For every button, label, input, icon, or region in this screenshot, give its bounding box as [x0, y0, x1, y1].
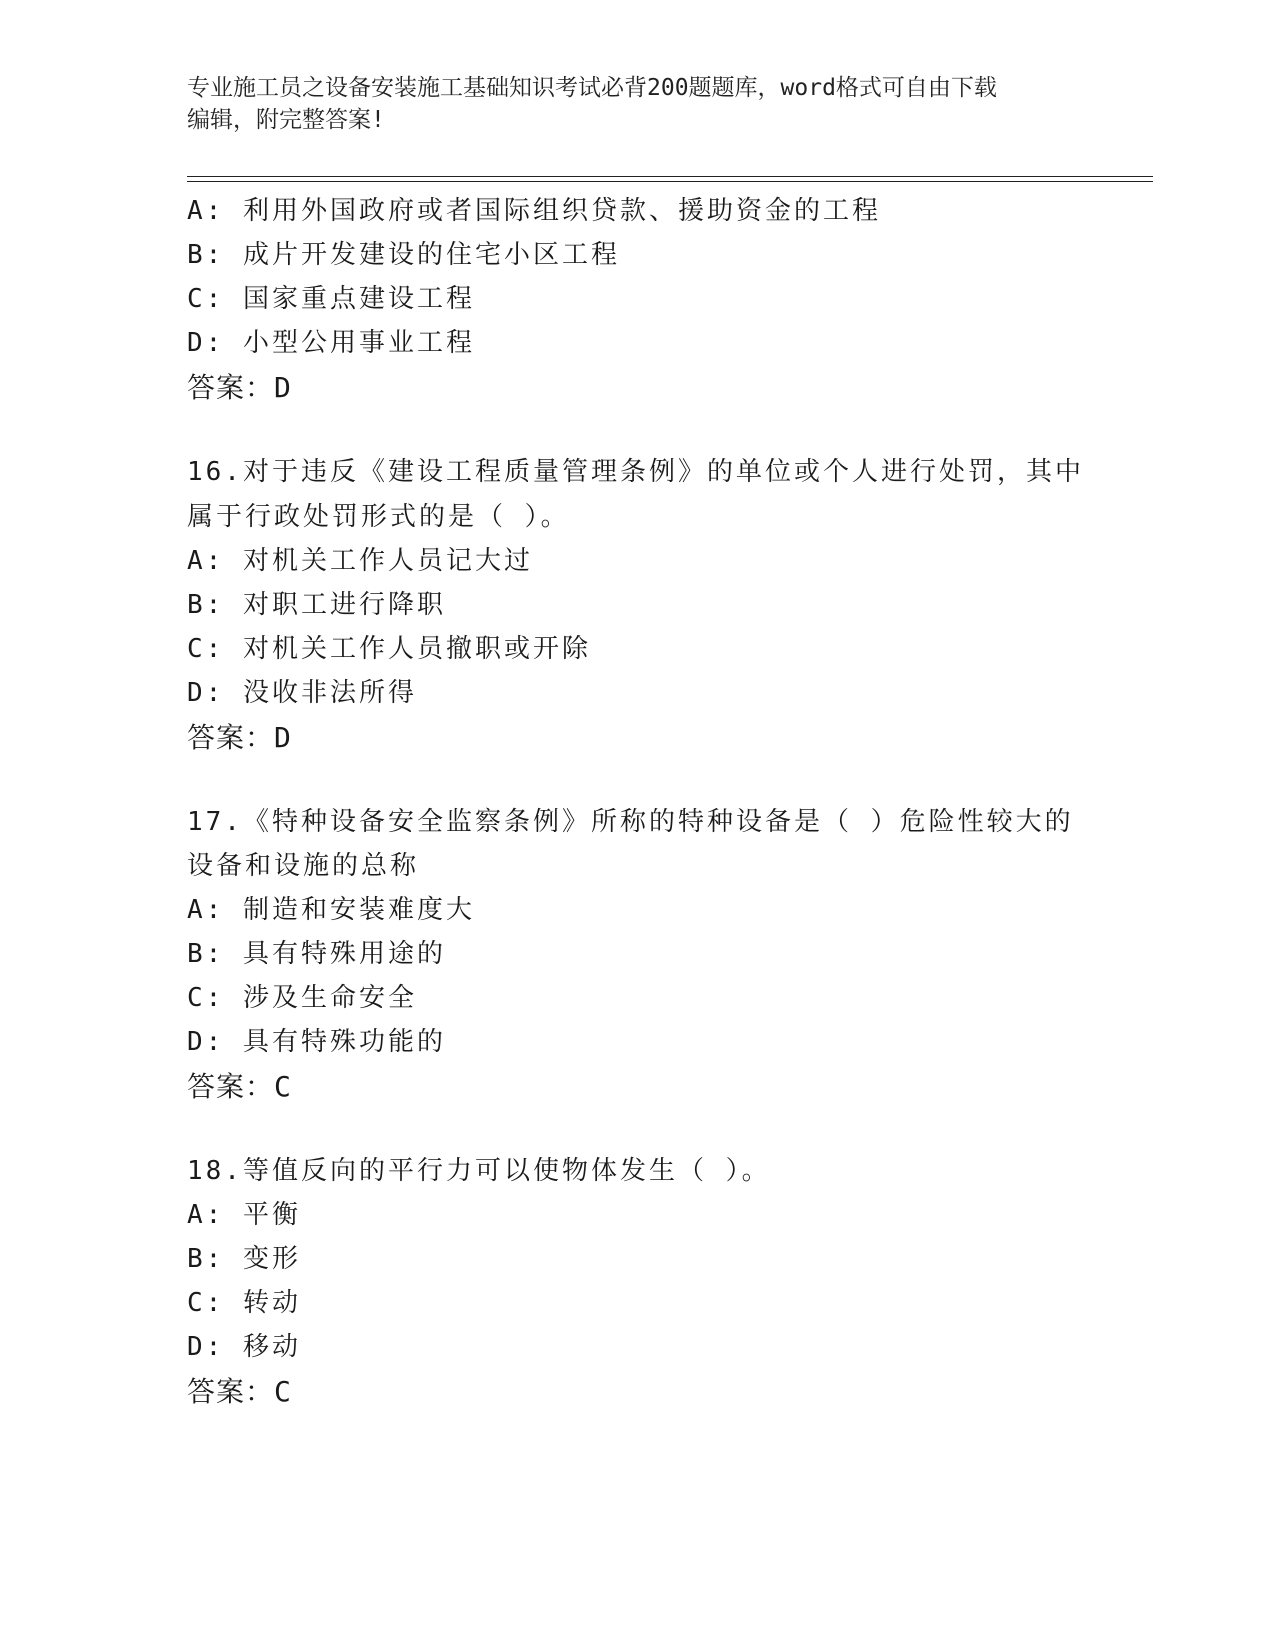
- q16-option-b: B: 对职工进行降职: [187, 590, 446, 620]
- document-header: [187, 72, 1087, 136]
- q15-option-b: B: 成片开发建设的住宅小区工程: [187, 240, 620, 270]
- q16-answer: 答案：D: [187, 721, 292, 754]
- q16-option-a: A: 对机关工作人员记大过: [187, 546, 533, 576]
- q16-option-d: D: 没收非法所得: [187, 678, 417, 708]
- q17-stem-line-1: 17.《特种设备安全监察条例》所称的特种设备是（ ）危险性较大的: [187, 807, 1074, 837]
- q18-stem-line-1: 18.等值反向的平行力可以使物体发生（ ）。: [187, 1156, 771, 1186]
- q17-answer: 答案：C: [187, 1070, 292, 1103]
- q17-option-a: A: 制造和安装难度大: [187, 895, 475, 925]
- q15-answer: 答案：D: [187, 371, 292, 404]
- q16-option-c: C: 对机关工作人员撤职或开除: [187, 634, 591, 664]
- q16-stem-line-1: 16.对于违反《建设工程质量管理条例》的单位或个人进行处罚，其中: [187, 457, 1084, 487]
- q18-option-a: A: 平衡: [187, 1200, 301, 1230]
- q15-option-c: C: 国家重点建设工程: [187, 284, 475, 314]
- q16-stem-line-2: 属于行政处罚形式的是（ ）。: [187, 502, 570, 532]
- q17-stem-line-2: 设备和设施的总称: [187, 851, 420, 881]
- q18-option-c: C: 转动: [187, 1288, 301, 1318]
- q18-answer: 答案：C: [187, 1375, 292, 1408]
- header-line-1: 专业施工员之设备安装施工基础知识考试必背200题题库，word格式可自由下载: [187, 75, 997, 101]
- q18-option-b: B: 变形: [187, 1244, 301, 1274]
- header-divider-bottom: [187, 181, 1153, 182]
- q15-option-a: A: 利用外国政府或者国际组织贷款、援助资金的工程: [187, 196, 881, 226]
- header-divider-top: [187, 176, 1153, 177]
- q17-option-d: D: 具有特殊功能的: [187, 1027, 446, 1057]
- q18-option-d: D: 移动: [187, 1332, 301, 1362]
- q17-option-c: C: 涉及生命安全: [187, 983, 417, 1013]
- q15-option-d: D: 小型公用事业工程: [187, 328, 475, 358]
- q17-option-b: B: 具有特殊用途的: [187, 939, 446, 969]
- header-line-2: 编辑，附完整答案!: [187, 107, 385, 133]
